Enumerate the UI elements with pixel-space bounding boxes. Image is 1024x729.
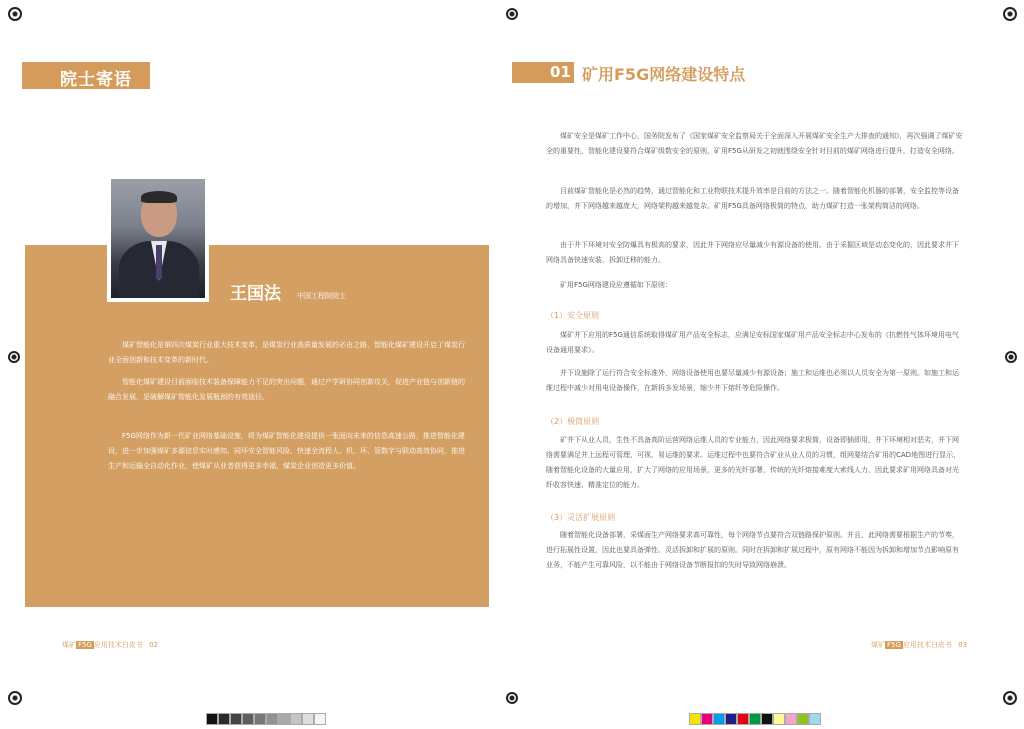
- gray-swatch: [314, 713, 326, 725]
- subheading-safety: （1）安全原则: [546, 311, 600, 320]
- gray-swatch: [242, 713, 254, 725]
- portrait-frame: [107, 175, 209, 302]
- gray-swatch: [290, 713, 302, 725]
- person-title: 中国工程院院士: [297, 292, 346, 300]
- color-swatch: [785, 713, 797, 725]
- body-paragraph: 目前煤矿智能化是必然的趋势，通过智能化和工业物联技术提升效率是目前的方法之一。随着智能化机器的部署，安全监控等设备的增加，井下网络越来越庞大，网络架构越来越复杂。矿用F5G具备网络极简的特点，助力煤矿打造一张架构简洁的网络。: [546, 187, 959, 210]
- crop-mark-top-right: [1003, 7, 1017, 21]
- footer-prefix: 煤矿: [871, 641, 885, 649]
- crop-mark-bottom-right: [1003, 691, 1017, 705]
- gray-swatch: [218, 713, 230, 725]
- quote-paragraph: 智能化煤矿建设目前面临技术装备保障能力不足的突出问题，通过产学研协同创新攻关，促进产业链与创新链的融合发展，是破解煤矿智能化发展瓶颈的有效途径。: [108, 378, 465, 401]
- gray-swatch: [278, 713, 290, 725]
- registration-mark-top: [506, 8, 518, 20]
- body-paragraph: 随着智能化设备部署，采煤面生产网络要求高可靠性，每个网络节点要符合双链路保护原则。并且，此网络需要根据生产的节奏，进行拓展性设置，因此也要具备弹性、灵活拆卸和扩展的原则。同时在拆卸和扩展过程中，原有网络不能因为拆卸和增加节点影响原有业务，不能产生可靠风险，以不能由于网络设备节断报扣的失时导致网络崩溃。: [546, 531, 959, 569]
- quote-paragraph: 煤矿智能化是第四次煤炭行业重大技术变革，是煤炭行业高质量发展的必由之路，智能化煤矿建设开启了煤炭行业全面创新和技术变革的新时代。: [108, 341, 465, 364]
- section-number: 01: [550, 63, 571, 81]
- body-paragraph: 由于井下环境对安全防爆具有极高的要求，因此井下网络应尽量减少有源设备的使用。由于采掘区域是动态变化的，因此要求井下网络具备快速安装、拆卸迁移的能力。: [546, 241, 959, 264]
- gray-swatch: [254, 713, 266, 725]
- portrait-photo: [111, 179, 205, 298]
- left-footer: [62, 640, 158, 650]
- person-name: 王国法: [230, 284, 281, 304]
- body-paragraph: 矿井下从业人员，生性不具备高阶运营网络运维人员的专业能力，因此网络要求极简，设备即插即用，井下环境相对恶劣，井下网络需要满足井上远程可管理、可视、易运维的要求。运维过程中也要符合矿业从业人员的习惯，组网要结合矿用的CAD地图进行显示，随着智能化设备的大量应用，扩大了网络的应用场景，更多的光纤部署，传统的光纤熔接难度大索线人力，因此要求矿用网络具备对光纤收容快速、精准定位的能力。: [546, 436, 961, 489]
- registration-mark-bottom: [506, 692, 518, 704]
- page-number: 03: [958, 641, 968, 649]
- body-paragraph: 矿用F5G网络建设应遵循如下原则：: [560, 281, 672, 289]
- gray-swatch: [230, 713, 242, 725]
- color-swatch: [689, 713, 701, 725]
- body-paragraph: 煤矿井下应用的F5G通信系统取得煤矿用产品安全标志，应满足安标国家煤矿用产品安全标志中心发布的《抗燃性气体环境用电气设备通用要求》。: [546, 331, 959, 354]
- registration-mark-left: [8, 351, 20, 363]
- section-title: 矿用F5G网络建设特点: [582, 65, 746, 84]
- color-swatch: [725, 713, 737, 725]
- grayscale-calibration-bar: [206, 713, 326, 725]
- footer-prefix: 煤矿: [62, 641, 76, 649]
- gray-swatch: [266, 713, 278, 725]
- color-calibration-bar: [689, 713, 821, 725]
- page-number: 02: [149, 641, 159, 649]
- color-swatch: [773, 713, 785, 725]
- footer-suffix: 应用技术白皮书: [902, 641, 952, 649]
- color-swatch: [737, 713, 749, 725]
- subheading-flexibility: （3）灵活扩展原则: [546, 513, 616, 522]
- color-swatch: [701, 713, 713, 725]
- body-paragraph: 并下设施除了运行符合安全标准外，网络设备使用也要尽量减少有源设备；施工和运维也必须以人员安全为第一原则。如施工和运维过程中减少对用电设备操作，在新拆多发场景，缩少井下熔纤等危险操作。: [546, 369, 959, 392]
- section-label-box: [22, 62, 150, 89]
- crop-mark-bottom-left: [8, 691, 22, 705]
- body-paragraph: 煤矿安全是煤矿工作中心，国务院发布了《国家煤矿安全监察局关于全面深入开展煤矿安全生产大排查的通知》，再次强调了煤矿安全的重要性，智能化建设要符合煤矿级数安全的原则，矿用F5G从研发之初就围绕安全针对目前的煤矿网络进行提升，打造安全网络。: [546, 132, 963, 155]
- crop-mark-top-left: [8, 7, 22, 21]
- color-swatch: [749, 713, 761, 725]
- color-swatch: [809, 713, 821, 725]
- right-footer: [871, 640, 967, 650]
- section-label: 院士寄语: [60, 70, 132, 90]
- footer-tag: F5G: [78, 641, 92, 649]
- gray-swatch: [302, 713, 314, 725]
- registration-mark-right: [1005, 351, 1017, 363]
- color-swatch: [797, 713, 809, 725]
- gray-swatch: [206, 713, 218, 725]
- section-number-box: [512, 62, 574, 83]
- color-swatch: [761, 713, 773, 725]
- quote-paragraph: F5G网络作为新一代矿业网络基础设施，将为煤矿智能化建设提供一张面向未来的信息高速公路，推进智能化建设，进一步加强煤矿多源信息实时感知、同环安全智能风险、快速全流程人、机、环、管数字与联动高效协同，推进生产和运输全自动化作业，使煤矿从业者获得更多幸福，煤炭企业创造更多价值。: [108, 432, 465, 470]
- color-swatch: [713, 713, 725, 725]
- subheading-simplicity: （2）极简原则: [546, 417, 600, 426]
- footer-tag: F5G: [887, 641, 901, 649]
- footer-suffix: 应用技术白皮书: [93, 641, 143, 649]
